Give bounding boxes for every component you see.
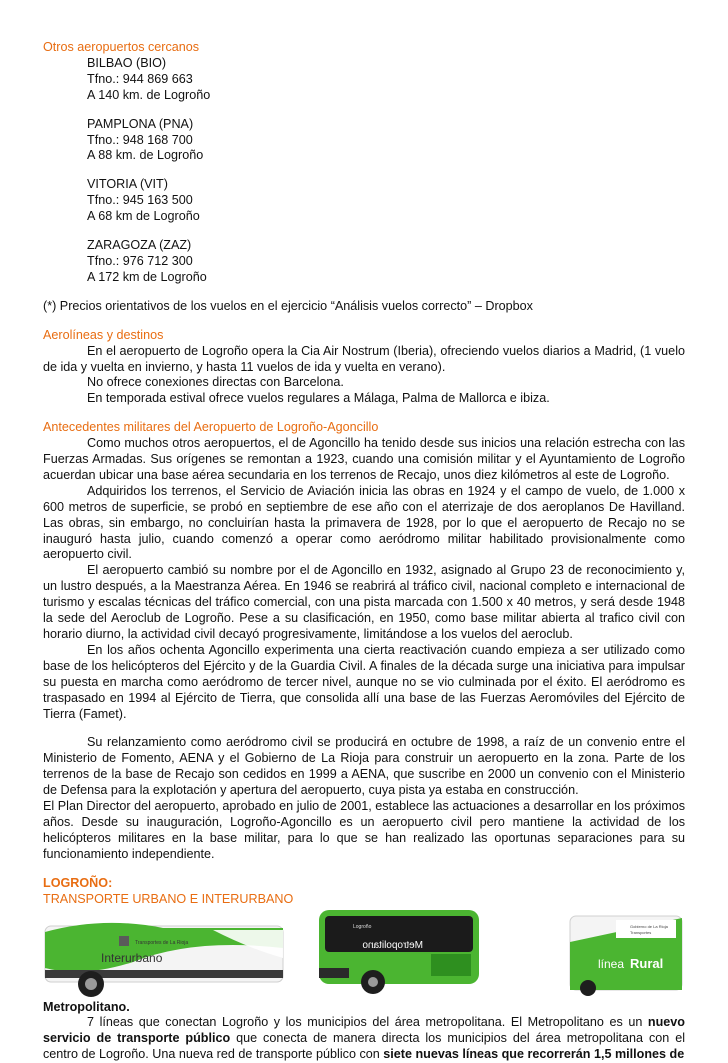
- metro-text: que conecta de manera directa los municipios del área metropolitana con el centro de Logroño. Una nueva red de transporte público con: [43, 1031, 685, 1062]
- nearby-airports-heading: Otros aeropuertos cercanos: [43, 40, 200, 54]
- metropolitano-bus-image: [315, 908, 485, 996]
- airport-phone: Tfno.: 976 712 300: [87, 253, 193, 268]
- svg-text:Transportes: Transportes: [630, 929, 652, 935]
- airport-phone: Tfno.: 944 869 663: [87, 71, 193, 86]
- airport-name: PAMPLONA (PNA): [87, 116, 194, 131]
- airport-name: ZARAGOZA (ZAZ): [87, 238, 192, 253]
- airlines-heading: Aerolíneas y destinos: [43, 327, 164, 342]
- military-paragraph: En los años ochenta Agoncillo experimenta una cierta reactivación cuando empieza a ser utilizado como base de los helicópteros del Ejército y de la Guardia Civil. A finales de la década surge una iniciativa para impulsar su puesta en marcha como aeródromo de tercer nivel, aunque no se vio culminada por el éxito. El aeródromo es traspasado en 1994 al Ejército de Tierra, que consolida allí una base de las Fuerzas Aeromóviles del Ejército de Tierra (Famet).: [43, 642, 685, 721]
- logrono-heading: LOGROÑO:: [43, 875, 113, 890]
- svg-text:Gobierno de La Rioja: Gobierno de La Rioja: [630, 923, 668, 929]
- bus-images: [43, 908, 685, 1000]
- document-page: [43, 40, 685, 1063]
- airlines-paragraph: En el aeropuerto de Logroño opera la Cia Air Nostrum (Iberia), ofreciendo vuelos diarios a Madrid, (1 vuelo de ida y vuelta en invierno, y hasta 11 vuelos de ida y vuelta en verano).: [43, 343, 685, 374]
- svg-text:Transportes de La Rioja: Transportes de La Rioja: [135, 939, 189, 946]
- metro-bold: nuevo servicio de transporte público: [43, 1015, 685, 1046]
- bus-label-linea: línea: [598, 956, 625, 971]
- interurbano-bus-image: [43, 918, 288, 1000]
- airport-zaragoza: [43, 238, 685, 286]
- bus-label-rural: Rural: [630, 955, 664, 971]
- airport-pamplona: [43, 117, 685, 165]
- transport-subheading: TRANSPORTE URBANO E INTERURBANO: [43, 891, 294, 906]
- airport-vitoria: [43, 177, 685, 225]
- metropolitano-heading: Metropolitano.: [43, 999, 130, 1014]
- prices-note: (*) Precios orientativos de los vuelos en el ejercicio “Análisis vuelos correcto” – Dropbox: [43, 298, 533, 313]
- airport-name: BILBAO (BIO): [87, 55, 167, 70]
- metro-text: 7 líneas que conectan Logroño y los municipios del área metropolitana. El Metropolitano es un: [87, 1015, 643, 1030]
- airport-distance: A 88 km. de Logroño: [87, 148, 204, 163]
- bus-label-interurbano: Interurbano: [101, 950, 163, 965]
- military-paragraph: El aeropuerto cambió su nombre por el de Agoncillo en 1932, asignado al Grupo 23 de reconocimiento y, un lustro después, a la Maestranza Aérea. En 1946 se reabrirá al tráfico civil, nacional completo e internacional de turismo y escalas técnicas del tráfico comercial, con una pista marcada con 1.500 x 40 metros, y será desde 1948 la sede del Aeroclub de Logroño. Pese a su clasificación, en 1950, como base militar abierta al trafico civil con horario diurno, la actividad civil decayó progresivamente, limitándose a los vuelos del aeroclub.: [43, 563, 685, 641]
- airlines-no-barcelona: No ofrece conexiones directas con Barcelona.: [87, 375, 344, 390]
- military-paragraph: Su relanzamiento como aeródromo civil se producirá en octubre de 1998, a raíz de un convenio entre el Ministerio de Fomento, AENA y el Gobierno de La Rioja para construir un aeropuerto en la zona. Parte de los terrenos de la base de Recajo son cedidos en 1999 a AENA, que suscribe en 2000 un convenio con el Ministerio de Defensa para la explotación y apertura del aeropuerto, cuya pista ya estaba en construcción.: [43, 735, 685, 798]
- svg-text:Logroño: Logroño: [353, 923, 372, 930]
- airport-distance: A 68 km de Logroño: [87, 209, 200, 224]
- airport-name: VITORIA (VIT): [87, 177, 168, 192]
- airport-bilbao: [43, 56, 685, 104]
- military-paragraph: Adquiridos los terrenos, el Servicio de Aviación inicia las obras en 1924 y el campo de vuelo, de 1.000 x 600 metros de superficie, se probó en septiembre de ese año con el aterrizaje de dos aeroplanos De Havilland. Las obras, sin embargo, no concluirían hasta la primavera de 1928, por lo que el aeropuerto de Recajo no se inauguró hasta julio, cuando comenzó a operar como aeródromo militar habilitado provisionalmente como aeropuerto civil.: [43, 483, 685, 562]
- military-paragraph: El Plan Director del aeropuerto, aprobado en julio de 2001, establece las actuaciones a desarrollar en los próximos años. Desde su inauguración, Logroño-Agoncillo es un aeropuerto civil pero mantiene la actividad de los helicópteros militares en la base militar, para lo que se han realizado las oportunas separaciones para su funcionamiento independiente.: [43, 799, 685, 861]
- airport-distance: A 172 km de Logroño: [87, 269, 207, 284]
- metropolitano-paragraph: [43, 1015, 685, 1063]
- military-paragraph: Como muchos otros aeropuertos, el de Agoncillo ha tenido desde sus inicios una relación estrecha con las Fuerzas Armadas. Sus orígenes se remontan a 1923, cuando una comisión militar y el Ayuntamiento de Logroño acuerdan ubicar una base aérea secundaria en los terrenos de Recajo, unos diez kilómetros al este de Logroño.: [43, 436, 685, 482]
- airport-distance: A 140 km. de Logroño: [87, 87, 211, 102]
- airport-phone: Tfno.: 945 163 500: [87, 193, 193, 208]
- linea-rural-bus-image: [568, 912, 686, 996]
- airport-phone: Tfno.: 948 168 700: [87, 132, 193, 147]
- military-heading: Antecedentes militares del Aeropuerto de Logroño-Agoncillo: [43, 420, 379, 435]
- airlines-summer: En temporada estival ofrece vuelos regulares a Málaga, Palma de Mallorca e ibiza.: [87, 391, 550, 406]
- bus-label-metropolitano: Metropolitano: [362, 939, 423, 951]
- metro-bold: siete nuevas líneas que recorrerán 1,5 millones de: [383, 1047, 685, 1062]
